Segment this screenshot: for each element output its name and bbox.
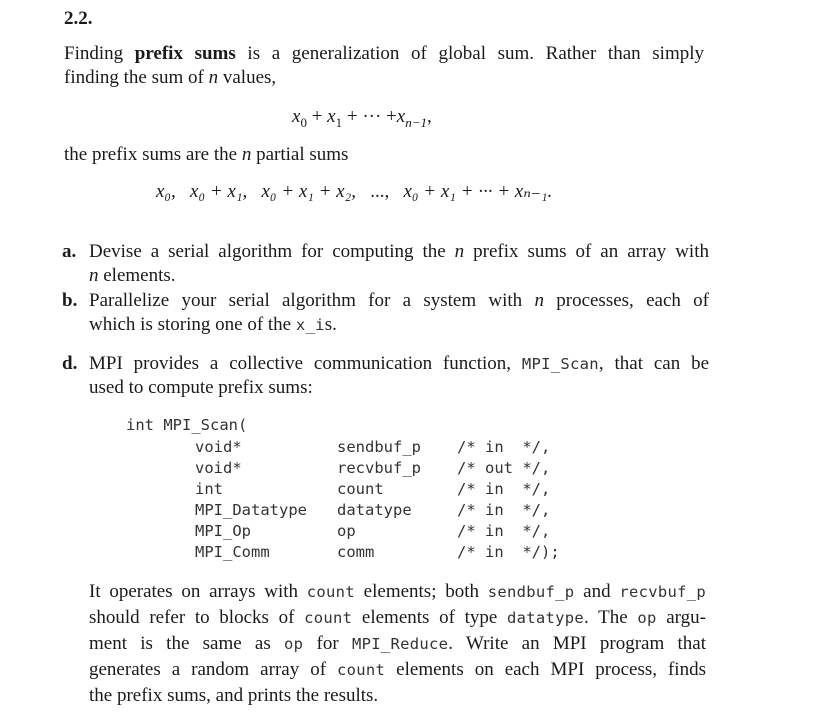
code-x-i: x_i [295, 316, 325, 334]
item-text: Devise a serial algorithm for computing the n prefix sums of an array with n elements. [89, 241, 709, 286]
item-label: b. [62, 290, 78, 311]
partial-sum-1: x₀, [156, 181, 176, 202]
param-comment: /* in */, [457, 480, 551, 498]
sum-equation: $x_0 + x_1$ + ··· $+x_{n-1}$, [292, 106, 432, 130]
item-label: d. [62, 353, 78, 374]
param-name: count [337, 480, 384, 498]
param-comment: /* in */); [457, 543, 560, 561]
closing-paragraph: It operates on arrays with count elements; both sendbuf_p and recvbuf_p should refer to blocks of count elements of type datatype. The op argu- ment is the same as op for MPI_Reduce. Write an MPI program that generates a random array of count elements on each MPI process, finds the prefix sums, and prints the results. [89, 581, 706, 706]
exercise-item-a [62, 240, 710, 290]
partial-sum-2: x₀ + x₁, [190, 181, 248, 202]
item-label: a. [62, 241, 77, 262]
param-type: MPI_Datatype [195, 501, 307, 519]
param-type: MPI_Op [195, 522, 251, 540]
param-comment: /* in */, [457, 501, 551, 519]
param-type: int [195, 480, 223, 498]
item-text: MPI provides a collective communication function, MPI_Scan, that can be used to compute prefix sums: [89, 353, 710, 398]
partial-sum-ellipsis: ..., [370, 181, 390, 202]
exercise-number: 2.2. [64, 8, 93, 29]
param-comment: /* in */, [457, 438, 551, 456]
param-type: MPI_Comm [195, 543, 270, 561]
exercise-item-d [62, 352, 710, 402]
param-name: datatype [337, 501, 412, 519]
partial-sum-last: x₀ + x₁ + ··· + xₙ₋₁. [403, 181, 553, 202]
param-type: void* [195, 438, 242, 456]
intro-line-1: Finding prefix sums is a generalization of global sum. Rather than simply [64, 43, 704, 64]
prefix-sums-term: prefix sums [134, 43, 236, 64]
partial-sum-3: x₀ + x₁ + x₂, [261, 181, 356, 202]
code-signature-line: int MPI_Scan( [126, 416, 248, 434]
partial-sums-sentence: the prefix sums are the n partial sums [64, 144, 349, 165]
param-name: sendbuf_p [337, 438, 421, 456]
param-name: comm [337, 543, 375, 561]
param-comment: /* in */, [457, 522, 551, 540]
intro-line-2: finding the sum of n values, [64, 67, 277, 88]
param-name: recvbuf_p [337, 459, 421, 477]
intro-paragraph [64, 42, 704, 90]
code-mpi-scan: MPI_Scan [521, 355, 599, 373]
param-name: op [337, 522, 356, 540]
param-type: void* [195, 459, 242, 477]
item-text: Parallelize your serial algorithm for a system with n processes, each of which is storing one of the x_is. [89, 290, 709, 335]
param-comment: /* out */, [457, 459, 551, 477]
exercise-item-b [62, 289, 710, 339]
partial-sums-equation [156, 180, 552, 203]
